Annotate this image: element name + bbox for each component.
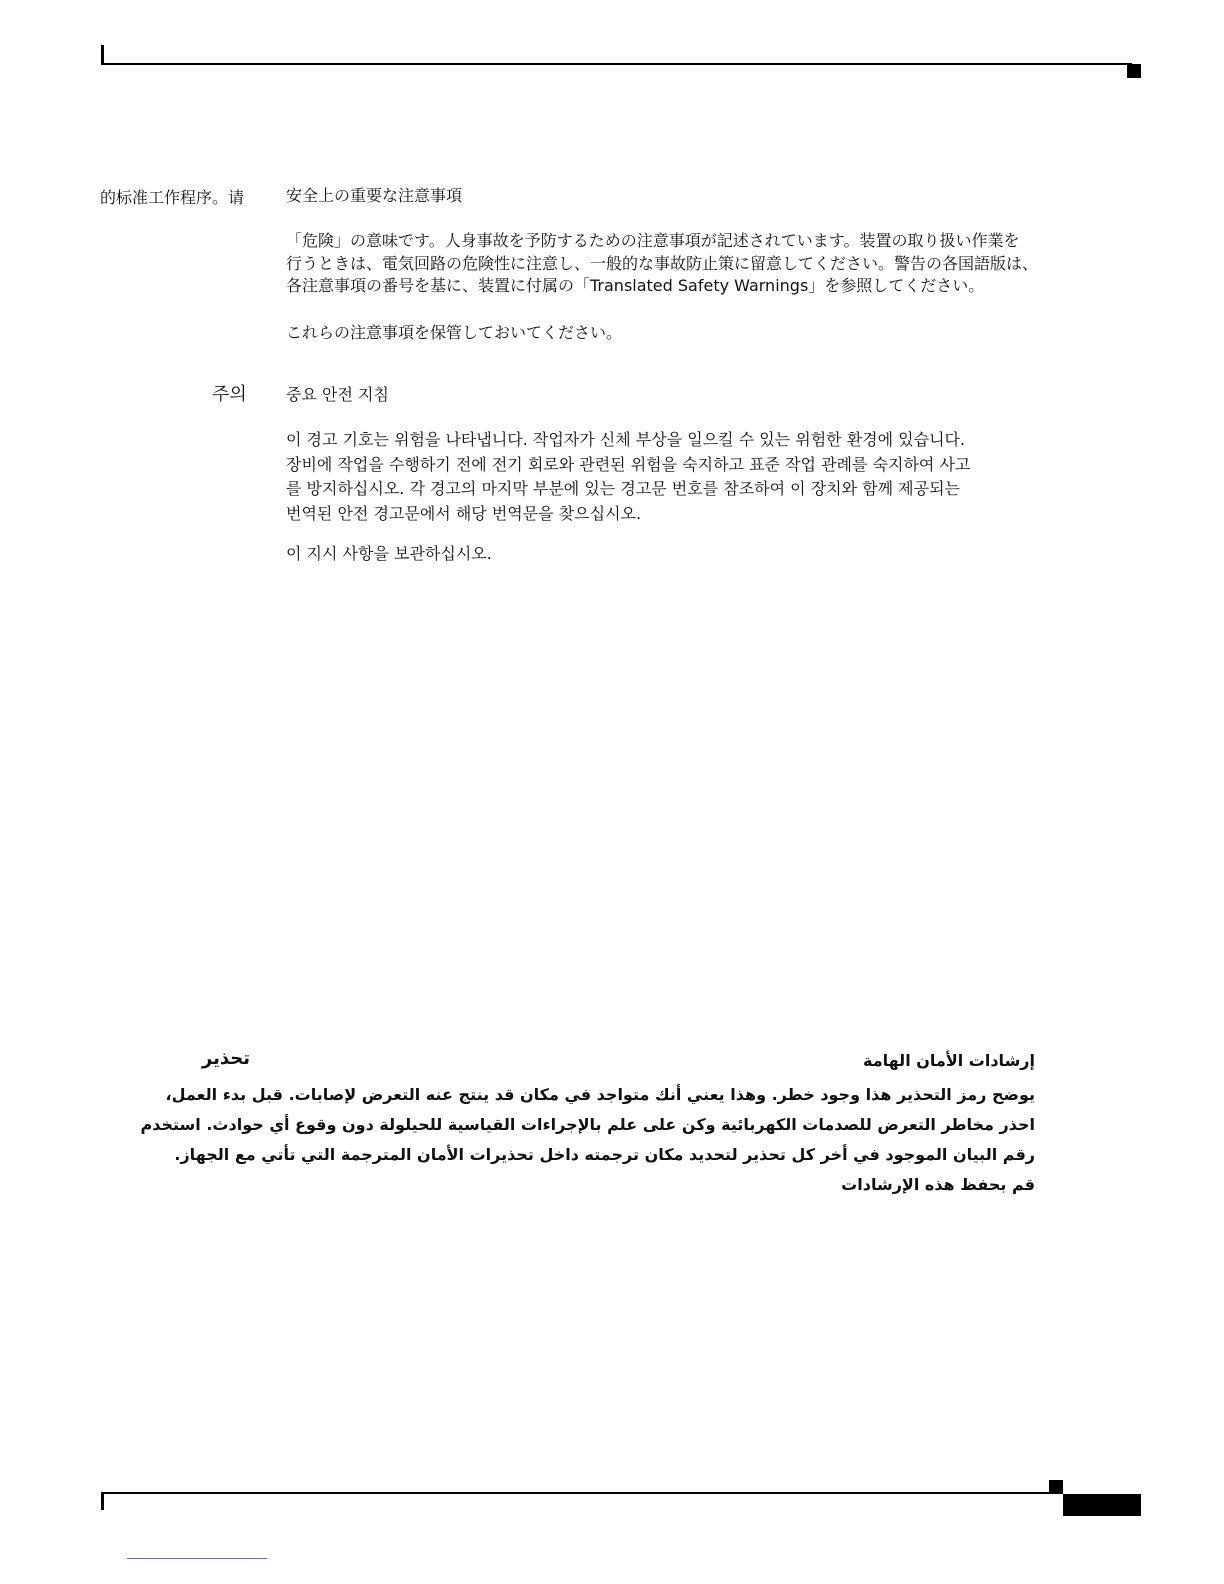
japanese-side-label: 的标准工作程序。请 bbox=[100, 188, 245, 207]
arabic-body-line: احذر مخاطر التعرض للصدمات الكهربائية وكن على علم بالإجراءات القياسية للحيلولة دون وقوع أي حوادث. استخدم bbox=[140, 1115, 1035, 1134]
japanese-body-line: 「危険」の意味です。人身事故を予防するための注意事項が記述されています。装置の取り扱い作業を bbox=[286, 231, 1020, 250]
arabic-body-line: يوضح رمز التحذير هذا وجود خطر. وهذا يعني أنك متواجد في مكان قد ينتج عنه التعرض لإصابات. قبل بدء العمل، bbox=[165, 1085, 1035, 1104]
korean-body-line: 이 경고 기호는 위험을 나타냅니다. 작업자가 신체 부상을 일으킬 수 있는 위험한 환경에 있습니다. bbox=[286, 430, 966, 449]
footer-rule bbox=[101, 1492, 1059, 1494]
footer-left-tick bbox=[101, 1494, 104, 1510]
arabic-body bbox=[141, 1080, 1035, 1200]
korean-title: 중요 안전 지침 bbox=[286, 385, 389, 404]
korean-body bbox=[286, 428, 970, 526]
arabic-body-line: رقم البيان الموجود في أخر كل تحذير لتحديد مكان ترجمته داخل تحذيرات الأمان المترجمة التي تأتي مع الجهاز. bbox=[174, 1145, 1035, 1164]
korean-body-line: 를 방지하십시오. 각 경고의 마지막 부분에 있는 경고문 번호를 참조하여 이 장치와 함께 제공되는 bbox=[286, 479, 960, 498]
japanese-body-line: 各注意事項の番号を基に、装置に付属の「Translated Safety Warnings」を参照してください。 bbox=[286, 276, 985, 295]
arabic-body-line: قم بحفظ هذه الإرشادات bbox=[841, 1175, 1035, 1194]
japanese-body bbox=[286, 230, 1038, 298]
korean-body-line: 번역된 안전 경고문에서 해당 번역문을 찾으십시오. bbox=[286, 503, 642, 523]
japanese-keep-note: これらの注意事項を保管しておいてください。 bbox=[286, 323, 623, 342]
japanese-body-line: 行うときは、電気回路の危険性に注意し、一般的な事故防止策に留意してください。警告の各国語版は、 bbox=[286, 253, 1039, 273]
arabic-warning-label: تحذير bbox=[201, 1048, 250, 1069]
header-left-tick bbox=[101, 45, 104, 65]
korean-keep-note: 이 지시 사항을 보관하십시오. bbox=[286, 544, 492, 563]
korean-body-line: 장비에 작업을 수행하기 전에 전기 회로와 관련된 위험을 숙지하고 표준 작업 관례를 숙지하여 사고 bbox=[286, 454, 971, 474]
japanese-title: 安全上の重要な注意事項 bbox=[286, 186, 463, 205]
header-marker bbox=[1127, 64, 1141, 78]
header-rule bbox=[101, 63, 1132, 65]
footer-page-tab bbox=[1063, 1494, 1141, 1516]
korean-warning-label: 주의 bbox=[212, 384, 247, 405]
arabic-title: إرشادات الأمان الهامة bbox=[863, 1051, 1035, 1070]
footer-link-underline[interactable] bbox=[127, 1558, 267, 1559]
footer-marker bbox=[1049, 1480, 1063, 1494]
